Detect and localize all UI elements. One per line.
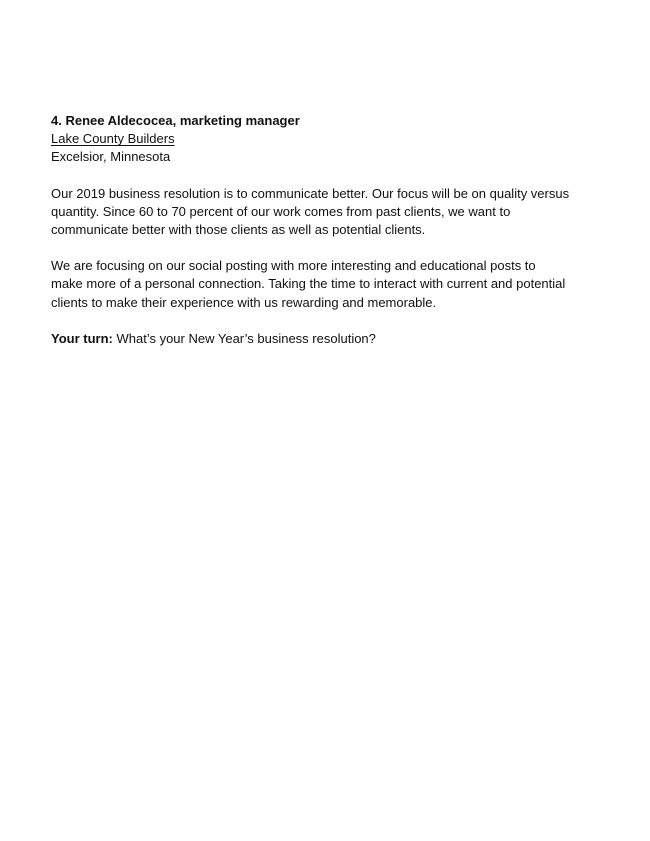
your-turn-label: Your turn:	[51, 330, 113, 346]
paragraph-resolution: Our 2019 business resolution is to communicate better. Our focus will be on quality versus quantity. Since 60 to 70 percent of our work comes from past clients, we want to communicate better with those clients as well as potential clients.	[51, 185, 570, 238]
company-link[interactable]: Lake County Builders	[51, 131, 175, 147]
paragraph-social: We are focusing on our social posting with more interesting and educational posts to make more of a personal connection. Taking the time to interact with current and potential clients to make their experience with us rewarding and memorable.	[51, 258, 566, 310]
entry-heading: 4. Renee Aldecocea, marketing manager	[51, 113, 300, 128]
article-body	[51, 112, 571, 348]
entry-location: Excelsior, Minnesota	[51, 149, 171, 165]
your-turn-prompt	[51, 330, 571, 348]
your-turn-question: What’s your New Year’s business resolution?	[112, 330, 376, 346]
